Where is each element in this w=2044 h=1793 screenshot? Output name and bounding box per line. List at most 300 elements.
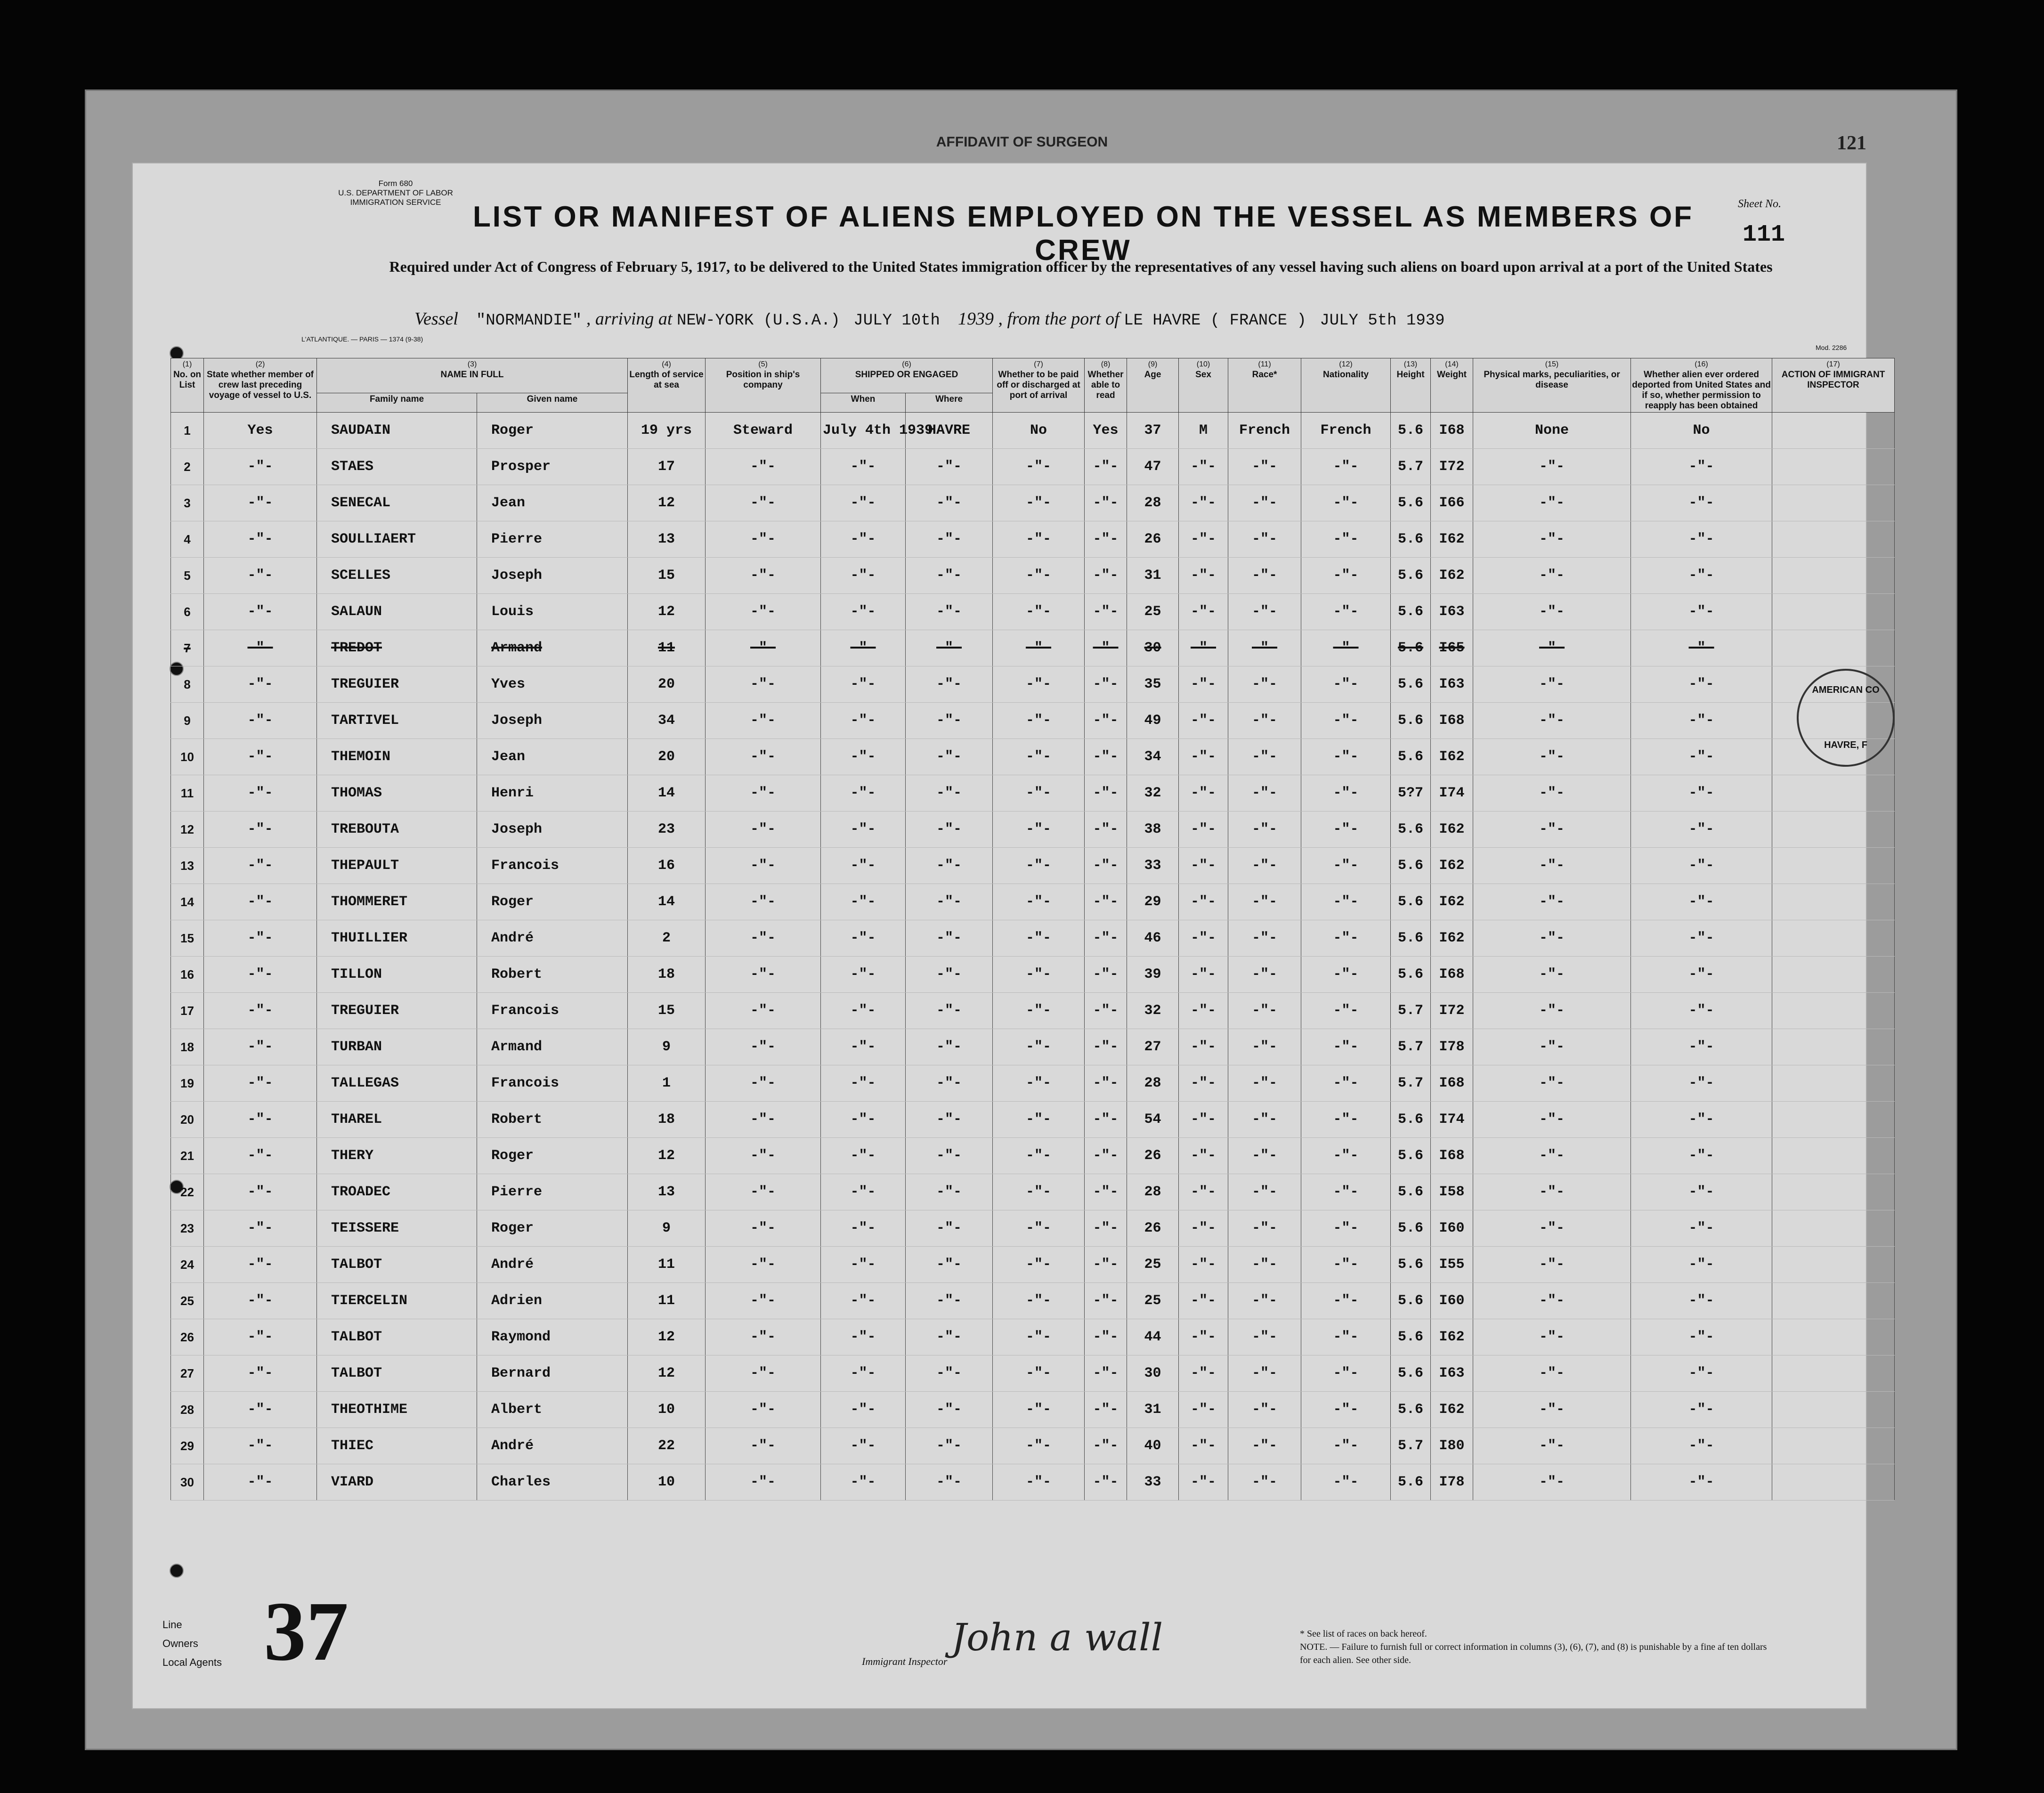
vessel-label: Vessel [414, 309, 458, 329]
cell-family: TIERCELIN [317, 1283, 477, 1319]
cell-weight: I78 [1431, 1029, 1473, 1065]
cell-age: 47 [1127, 449, 1179, 485]
cell-service: 2 [628, 920, 706, 957]
cell-nat: -"- [1301, 1210, 1391, 1247]
cell-family: TALBOT [317, 1247, 477, 1283]
cell-paid: -"- [993, 666, 1085, 703]
cell-paid: -"- [993, 485, 1085, 521]
cell-service: 12 [628, 1355, 706, 1392]
table-row [171, 848, 1895, 884]
cell-position: -"- [706, 1247, 821, 1283]
cell-marks: -"- [1473, 521, 1631, 558]
cell-position: -"- [706, 1464, 821, 1501]
cell-age: 26 [1127, 1138, 1179, 1174]
cell-weight: I63 [1431, 1355, 1473, 1392]
table-row [171, 449, 1895, 485]
cell-nat: -"- [1301, 1065, 1391, 1102]
cell-no: 17 [171, 993, 204, 1029]
col-age: (9) Age [1127, 358, 1179, 413]
table-row [171, 775, 1895, 811]
table-row [171, 521, 1895, 558]
cell-nat: -"- [1301, 1355, 1391, 1392]
cell-age: 40 [1127, 1428, 1179, 1464]
cell-weight: I78 [1431, 1464, 1473, 1501]
cell-weight: I72 [1431, 993, 1473, 1029]
cell-marks: -"- [1473, 1355, 1631, 1392]
cell-no: 9 [171, 703, 204, 739]
table-row [171, 1138, 1895, 1174]
cell-given: André [477, 920, 628, 957]
table-row [171, 884, 1895, 920]
cell-sex: -"- [1179, 739, 1228, 775]
cell-given: Pierre [477, 1174, 628, 1210]
cell-sex: -"- [1179, 1210, 1228, 1247]
cell-no: 20 [171, 1102, 204, 1138]
table-row [171, 1210, 1895, 1247]
cell-no: 15 [171, 920, 204, 957]
cell-position: -"- [706, 1210, 821, 1247]
cell-when: -"- [821, 811, 906, 848]
cell-age: 26 [1127, 1210, 1179, 1247]
cell-paid: -"- [993, 521, 1085, 558]
cell-deported: -"- [1631, 521, 1772, 558]
cell-position: -"- [706, 1102, 821, 1138]
cell-deported: -"- [1631, 703, 1772, 739]
cell-when: -"- [821, 1247, 906, 1283]
cell-age: 33 [1127, 848, 1179, 884]
cell-inspector-action [1772, 775, 1895, 811]
cell-age: 25 [1127, 1247, 1179, 1283]
cell-sex: -"- [1179, 630, 1228, 666]
cell-given: Robert [477, 957, 628, 993]
cell-no: 28 [171, 1392, 204, 1428]
col-race: (11) Race* [1228, 358, 1301, 413]
cell-when: -"- [821, 1319, 906, 1355]
cell-when: -"- [821, 1355, 906, 1392]
cell-given: Roger [477, 1210, 628, 1247]
cell-marks: -"- [1473, 1065, 1631, 1102]
cell-race: -"- [1228, 739, 1301, 775]
cell-no: 29 [171, 1428, 204, 1464]
cell-family: THIEC [317, 1428, 477, 1464]
cell-when: -"- [821, 449, 906, 485]
cell-age: 30 [1127, 1355, 1179, 1392]
cell-inspector-action [1772, 811, 1895, 848]
cell-inspector-action [1772, 957, 1895, 993]
cell-marks: -"- [1473, 1174, 1631, 1210]
cell-deported: -"- [1631, 884, 1772, 920]
cell-height: 5.6 [1391, 957, 1431, 993]
cell-race: -"- [1228, 1102, 1301, 1138]
cell-when: -"- [821, 594, 906, 630]
cell-race: -"- [1228, 775, 1301, 811]
cell-age: 39 [1127, 957, 1179, 993]
cell-age: 31 [1127, 558, 1179, 594]
cell-height: 5.6 [1391, 1102, 1431, 1138]
cell-read: -"- [1085, 558, 1127, 594]
cell-height: 5.6 [1391, 884, 1431, 920]
cell-weight: I62 [1431, 848, 1473, 884]
cell-where: -"- [906, 775, 993, 811]
cell-deported: -"- [1631, 666, 1772, 703]
cell-marks: -"- [1473, 1283, 1631, 1319]
cell-paid: -"- [993, 957, 1085, 993]
consulate-stamp [1797, 669, 1895, 767]
cell-no: 11 [171, 775, 204, 811]
cell-prev: -"- [204, 1029, 317, 1065]
cell-deported: No [1631, 413, 1772, 449]
cell-read: -"- [1085, 1319, 1127, 1355]
cell-height: 5.6 [1391, 1247, 1431, 1283]
cell-age: 25 [1127, 594, 1179, 630]
cell-family: THOMAS [317, 775, 477, 811]
cell-no: 23 [171, 1210, 204, 1247]
cell-no: 12 [171, 811, 204, 848]
cell-race: -"- [1228, 993, 1301, 1029]
cell-given: Roger [477, 1138, 628, 1174]
printer-line: L'ATLANTIQUE. — PARIS — 1374 (9-38) [301, 335, 423, 343]
cell-read: -"- [1085, 920, 1127, 957]
cell-service: 13 [628, 1174, 706, 1210]
cell-height: 5.6 [1391, 703, 1431, 739]
cell-no: 10 [171, 739, 204, 775]
cell-read: -"- [1085, 1029, 1127, 1065]
cell-deported: -"- [1631, 775, 1772, 811]
cell-when: -"- [821, 1174, 906, 1210]
cell-sex: -"- [1179, 1283, 1228, 1319]
cell-deported: -"- [1631, 1247, 1772, 1283]
cell-nat: French [1301, 413, 1391, 449]
cell-position: -"- [706, 811, 821, 848]
cell-service: 17 [628, 449, 706, 485]
cell-race: -"- [1228, 1355, 1301, 1392]
cell-read: Yes [1085, 413, 1127, 449]
cell-read: -"- [1085, 703, 1127, 739]
table-row [171, 811, 1895, 848]
cell-read: -"- [1085, 848, 1127, 884]
cell-race: -"- [1228, 1247, 1301, 1283]
cell-when: -"- [821, 558, 906, 594]
stamp-bottom-text: HAVRE, F [1824, 740, 1867, 750]
col-position: (5) Position in ship's company [706, 358, 821, 413]
cell-race: -"- [1228, 1210, 1301, 1247]
cell-position: -"- [706, 1319, 821, 1355]
cell-given: Albert [477, 1392, 628, 1428]
cell-age: 28 [1127, 1174, 1179, 1210]
cell-deported: -"- [1631, 485, 1772, 521]
cell-read: -"- [1085, 811, 1127, 848]
cell-age: 28 [1127, 1065, 1179, 1102]
cell-paid: -"- [993, 1355, 1085, 1392]
cell-sex: -"- [1179, 1138, 1228, 1174]
cell-sex: -"- [1179, 811, 1228, 848]
cell-paid: -"- [993, 884, 1085, 920]
cell-paid: -"- [993, 993, 1085, 1029]
cell-race: -"- [1228, 811, 1301, 848]
cell-prev: -"- [204, 630, 317, 666]
cell-marks: -"- [1473, 1210, 1631, 1247]
table-row [171, 485, 1895, 521]
col-height: (13) Height [1391, 358, 1431, 413]
cell-marks: -"- [1473, 775, 1631, 811]
cell-race: -"- [1228, 594, 1301, 630]
cell-when: -"- [821, 666, 906, 703]
cell-marks: -"- [1473, 1464, 1631, 1501]
cell-height: 5.6 [1391, 1174, 1431, 1210]
cell-race: -"- [1228, 703, 1301, 739]
cell-where: -"- [906, 521, 993, 558]
cell-no: 27 [171, 1355, 204, 1392]
table-row [171, 739, 1895, 775]
cell-family: TALLEGAS [317, 1065, 477, 1102]
cell-paid: -"- [993, 775, 1085, 811]
cell-nat: -"- [1301, 1392, 1391, 1428]
cell-given: Prosper [477, 449, 628, 485]
cell-paid: -"- [993, 811, 1085, 848]
table-row [171, 1247, 1895, 1283]
cell-weight: I55 [1431, 1247, 1473, 1283]
cell-when: -"- [821, 1029, 906, 1065]
cell-when: -"- [821, 485, 906, 521]
cell-age: 31 [1127, 1392, 1179, 1428]
cell-weight: I62 [1431, 739, 1473, 775]
cell-read: -"- [1085, 594, 1127, 630]
cell-nat: -"- [1301, 1102, 1391, 1138]
cell-read: -"- [1085, 1392, 1127, 1428]
cell-height: 5.6 [1391, 630, 1431, 666]
cell-prev: -"- [204, 1065, 317, 1102]
cell-read: -"- [1085, 993, 1127, 1029]
cell-family: THEOTHIME [317, 1392, 477, 1428]
cell-race: -"- [1228, 848, 1301, 884]
cell-where: -"- [906, 1138, 993, 1174]
cell-given: Armand [477, 1029, 628, 1065]
cell-race: -"- [1228, 666, 1301, 703]
cell-no: 2 [171, 449, 204, 485]
cell-nat: -"- [1301, 1319, 1391, 1355]
cell-age: 44 [1127, 1319, 1179, 1355]
cell-sex: -"- [1179, 1355, 1228, 1392]
cell-inspector-action [1772, 1392, 1895, 1428]
table-row [171, 558, 1895, 594]
cell-paid: -"- [993, 848, 1085, 884]
table-row [171, 1065, 1895, 1102]
cell-inspector-action [1772, 413, 1895, 449]
cell-where: -"- [906, 703, 993, 739]
cell-sex: -"- [1179, 1392, 1228, 1428]
cell-read: -"- [1085, 1355, 1127, 1392]
cell-prev: -"- [204, 1210, 317, 1247]
cell-nat: -"- [1301, 558, 1391, 594]
cell-where: -"- [906, 884, 993, 920]
cell-position: -"- [706, 703, 821, 739]
punch-hole [170, 1564, 184, 1578]
owners-label: Owners [162, 1638, 198, 1649]
cell-no: 14 [171, 884, 204, 920]
cell-marks: -"- [1473, 594, 1631, 630]
col-marks: (15) Physical marks, peculiarities, or disease [1473, 358, 1631, 413]
cell-sex: -"- [1179, 1464, 1228, 1501]
cell-race: -"- [1228, 630, 1301, 666]
table-row [171, 1283, 1895, 1319]
cell-sex: -"- [1179, 884, 1228, 920]
cell-nat: -"- [1301, 957, 1391, 993]
cell-prev: -"- [204, 449, 317, 485]
cell-marks: -"- [1473, 848, 1631, 884]
cell-read: -"- [1085, 1283, 1127, 1319]
cell-nat: -"- [1301, 920, 1391, 957]
cell-position: -"- [706, 594, 821, 630]
cell-position: -"- [706, 993, 821, 1029]
col-when: When [821, 393, 906, 413]
cell-where: -"- [906, 1065, 993, 1102]
cell-marks: -"- [1473, 1247, 1631, 1283]
cell-read: -"- [1085, 666, 1127, 703]
cell-deported: -"- [1631, 848, 1772, 884]
cell-height: 5.7 [1391, 993, 1431, 1029]
cell-weight: I74 [1431, 1102, 1473, 1138]
cell-inspector-action [1772, 558, 1895, 594]
cell-where: -"- [906, 1247, 993, 1283]
cell-weight: I58 [1431, 1174, 1473, 1210]
cell-height: 5.6 [1391, 413, 1431, 449]
cell-where: -"- [906, 1283, 993, 1319]
cell-marks: -"- [1473, 558, 1631, 594]
cell-position: -"- [706, 775, 821, 811]
cell-where: -"- [906, 1355, 993, 1392]
cell-family: TROADEC [317, 1174, 477, 1210]
cell-marks: -"- [1473, 630, 1631, 666]
vessel-line [414, 308, 1445, 330]
cell-read: -"- [1085, 521, 1127, 558]
affidavit-heading: AFFIDAVIT OF SURGEON [936, 134, 1108, 150]
cell-when: -"- [821, 884, 906, 920]
col-weight: (14) Weight [1431, 358, 1473, 413]
cell-given: André [477, 1247, 628, 1283]
cell-race: -"- [1228, 1464, 1301, 1501]
col-previous-voyage: (2) State whether member of crew last preceding voyage of vessel to U.S. [204, 358, 317, 413]
cell-position: -"- [706, 1174, 821, 1210]
cell-sex: -"- [1179, 485, 1228, 521]
cell-position: -"- [706, 1065, 821, 1102]
cell-service: 16 [628, 848, 706, 884]
cell-marks: -"- [1473, 703, 1631, 739]
cell-when: -"- [821, 1428, 906, 1464]
cell-where: -"- [906, 1210, 993, 1247]
cell-marks: -"- [1473, 884, 1631, 920]
cell-family: THUILLIER [317, 920, 477, 957]
cell-weight: I68 [1431, 703, 1473, 739]
cell-given: Henri [477, 775, 628, 811]
cell-inspector-action [1772, 594, 1895, 630]
cell-where: -"- [906, 811, 993, 848]
cell-where: -"- [906, 630, 993, 666]
cell-family: SAUDAIN [317, 413, 477, 449]
footer-note [1300, 1627, 1771, 1667]
cell-service: 15 [628, 558, 706, 594]
cell-race: -"- [1228, 957, 1301, 993]
cell-when: -"- [821, 1464, 906, 1501]
cell-service: 19 yrs [628, 413, 706, 449]
cell-age: 37 [1127, 413, 1179, 449]
cell-paid: -"- [993, 1138, 1085, 1174]
cell-sex: -"- [1179, 920, 1228, 957]
cell-no: 3 [171, 485, 204, 521]
cell-read: -"- [1085, 739, 1127, 775]
cell-service: 11 [628, 630, 706, 666]
cell-nat: -"- [1301, 1428, 1391, 1464]
header-row [171, 358, 1895, 393]
sheet-label: Sheet No. [1738, 198, 1781, 210]
cell-nat: -"- [1301, 521, 1391, 558]
cell-where: -"- [906, 1464, 993, 1501]
cell-no: 25 [171, 1283, 204, 1319]
cell-where: -"- [906, 993, 993, 1029]
cell-prev: -"- [204, 1283, 317, 1319]
cell-race: -"- [1228, 449, 1301, 485]
cell-sex: -"- [1179, 993, 1228, 1029]
col-shipped: (6) SHIPPED OR ENGAGED [821, 358, 993, 393]
cell-deported: -"- [1631, 558, 1772, 594]
stamp-top-text: AMERICAN CO [1812, 685, 1880, 695]
cell-family: SCELLES [317, 558, 477, 594]
cell-nat: -"- [1301, 1283, 1391, 1319]
cell-sex: -"- [1179, 1247, 1228, 1283]
cell-paid: -"- [993, 594, 1085, 630]
cell-prev: -"- [204, 1319, 317, 1355]
cell-no: 5 [171, 558, 204, 594]
cell-age: 26 [1127, 521, 1179, 558]
table-row [171, 957, 1895, 993]
cell-where: -"- [906, 594, 993, 630]
col-where: Where [906, 393, 993, 413]
cell-weight: I68 [1431, 1138, 1473, 1174]
cell-prev: -"- [204, 703, 317, 739]
cell-sex: -"- [1179, 449, 1228, 485]
cell-sex: -"- [1179, 1174, 1228, 1210]
mod-number: Mod. 2286 [1816, 344, 1847, 351]
cell-paid: -"- [993, 1247, 1085, 1283]
cell-family: THEMOIN [317, 739, 477, 775]
cell-sex: -"- [1179, 1102, 1228, 1138]
cell-deported: -"- [1631, 1138, 1772, 1174]
cell-race: -"- [1228, 1029, 1301, 1065]
cell-marks: -"- [1473, 485, 1631, 521]
cell-prev: -"- [204, 920, 317, 957]
cell-race: -"- [1228, 1138, 1301, 1174]
cell-inspector-action [1772, 1174, 1895, 1210]
departure-date: JULY 5th 1939 [1320, 312, 1445, 330]
col-nationality: (12) Nationality [1301, 358, 1391, 413]
cell-position: -"- [706, 884, 821, 920]
cell-deported: -"- [1631, 1428, 1772, 1464]
cell-prev: -"- [204, 594, 317, 630]
cell-family: SENECAL [317, 485, 477, 521]
cell-given: Raymond [477, 1319, 628, 1355]
cell-height: 5.6 [1391, 666, 1431, 703]
cell-prev: -"- [204, 1174, 317, 1210]
from-label: , from the port of [998, 309, 1119, 329]
cell-prev: -"- [204, 884, 317, 920]
cell-height: 5.6 [1391, 1355, 1431, 1392]
cell-read: -"- [1085, 1065, 1127, 1102]
cell-race: -"- [1228, 558, 1301, 594]
cell-nat: -"- [1301, 703, 1391, 739]
cell-sex: -"- [1179, 957, 1228, 993]
cell-weight: I74 [1431, 775, 1473, 811]
cell-position: -"- [706, 957, 821, 993]
cell-prev: -"- [204, 1392, 317, 1428]
